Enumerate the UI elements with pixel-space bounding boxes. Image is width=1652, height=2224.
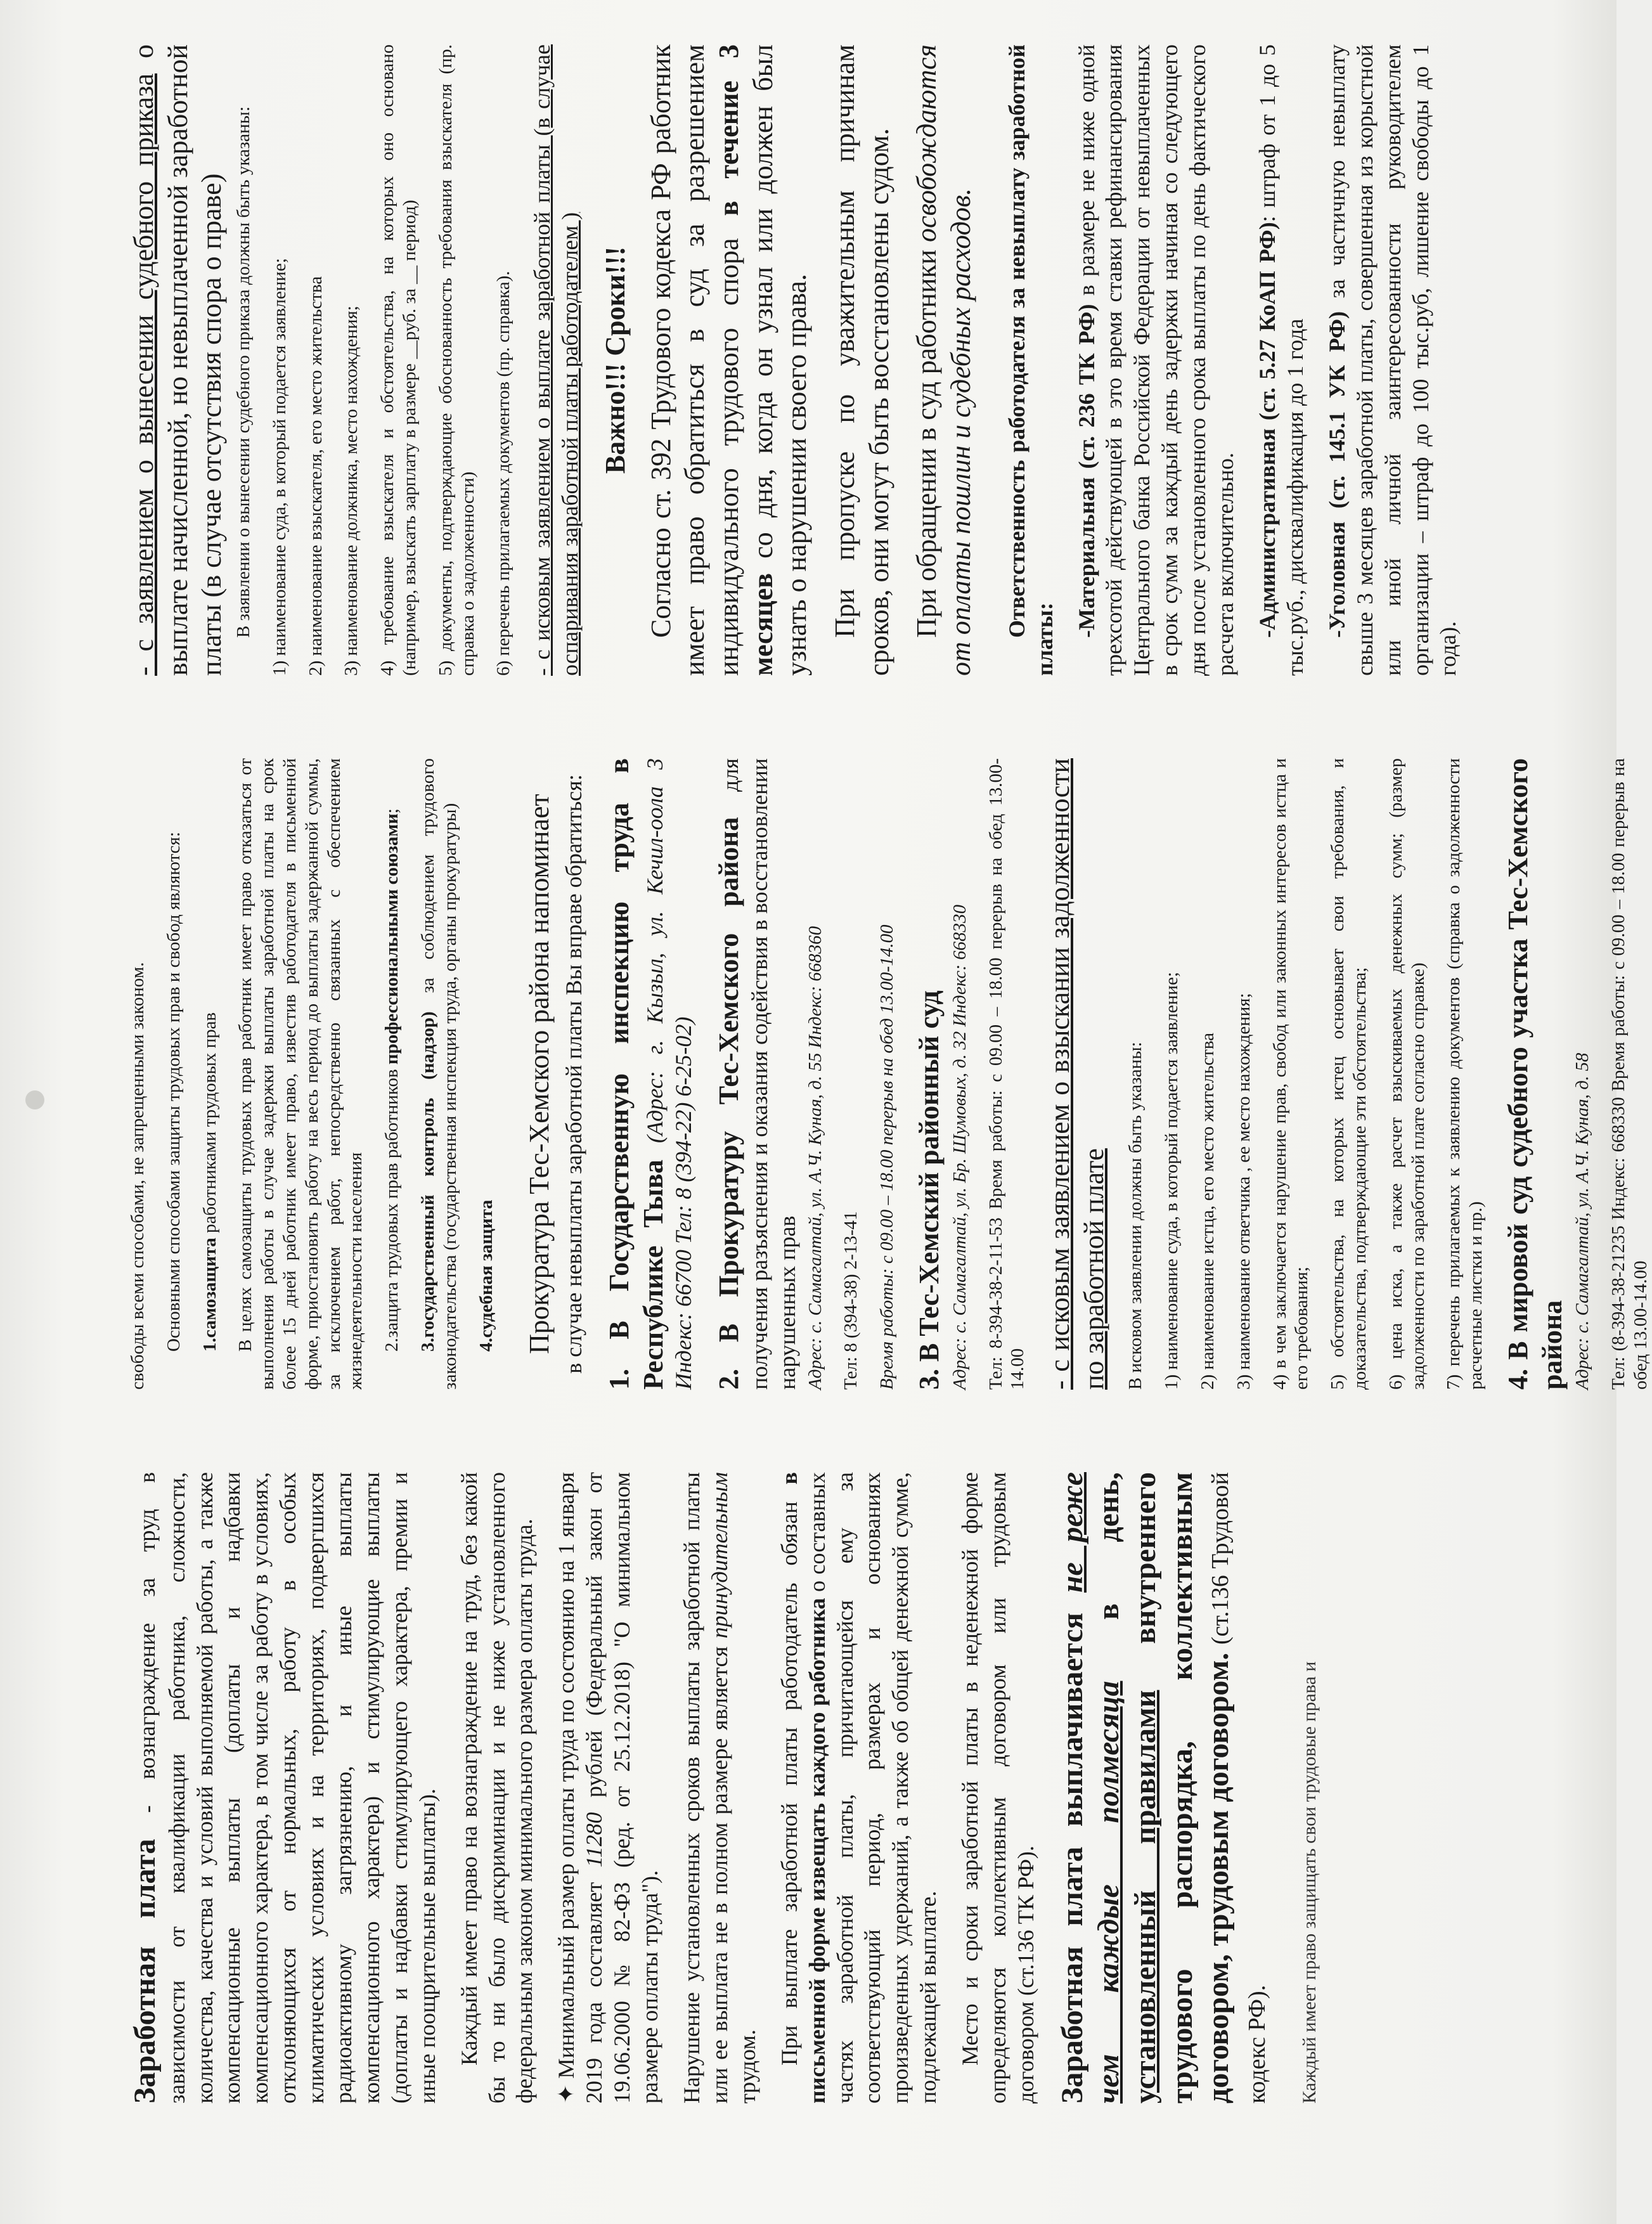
violation-text-2: трудом. bbox=[734, 2029, 760, 2104]
administrative-liability-text: : штраф от 1 до 5 тыс.руб., дисквалификация до 1 года bbox=[1254, 44, 1308, 676]
protection-intro: свободы всеми способами, не запрещенными законом. bbox=[127, 962, 148, 1390]
list-item: 6) перечень прилагаемых документов (пр. справка). bbox=[493, 271, 514, 676]
article-392-deadline: в течение 3 месяцев bbox=[713, 44, 778, 676]
court-order-intro: В заявлении о вынесении судебного приказа должны быть указаны: bbox=[233, 106, 254, 638]
criminal-liability-text: за частичную невыплату свыше 3 месяцев заработной платы, совершенная из корыстной или иной личной заинтересованности руководителем организации – штраф до 100 тыс.руб, лишение свободы до 1 года). bbox=[1324, 44, 1461, 676]
list-item: 3) наименование ответчика , ее место нахождения; bbox=[1233, 993, 1254, 1390]
fee-exemption bbox=[910, 44, 978, 676]
material-liability-title: -Материальная (ст. 236 ТК РФ) bbox=[1073, 304, 1099, 638]
org-3-phone: Тел: 8-394-38-2-11-53 Время работы: с 09.00 – 18.00 перерыв на обед 13.00-14.00 bbox=[985, 758, 1028, 1390]
pay-text-3: внутреннего трудового распорядка, коллективным договором, трудовым договором. bbox=[1128, 1472, 1236, 2104]
pay-text-1: Заработная плата выплачивается bbox=[1055, 1593, 1089, 2104]
way-2-text: 2.защита трудовых прав работников bbox=[382, 1064, 403, 1352]
forced-labour-note bbox=[678, 1472, 762, 2104]
org-1-address: (Адрес: г. Кызыл, ул. Кечил-оола 3 Индекс: 66700 Тел: 8 (394-22) 6-25-02) bbox=[642, 758, 697, 1390]
way-self-defense bbox=[199, 758, 221, 1390]
column-footer: Каждый имеет право защищать свои трудовые права и bbox=[1299, 1661, 1320, 2104]
way-self-defense-text: В целях самозащиты трудовых прав работник имеет право отказаться от выполнения работы в случае задержки выплаты заработной платы на срок более 15 дней работник имеет право, известив работодателя в письменной форме, приостановить работу на весь период до выплаты задержанной суммы, за исключением работ, непосредственно связанных с обеспечением жизнедеятельности населения bbox=[235, 758, 366, 1390]
list-item: 4) требование взыскателя и обстоятельства, на которых оно основано (например, взыскать зарплату в размере __руб. за __ период) bbox=[377, 44, 420, 676]
list-item: 1) наименование суда, в который подается заявление; bbox=[1161, 972, 1182, 1390]
claim-dispute-title: - с исковым заявлением о выплате заработной платы (в случае оспаривания заработной платы работодателем ) bbox=[529, 44, 583, 676]
org-2-name: 2. В Прокуратуру Тес-Хемского района bbox=[713, 817, 745, 1390]
salary-definition bbox=[127, 1472, 442, 2104]
deadline-restoration: При пропуске по уважительным причинам сроков, они могут быть восстановлены судом. bbox=[829, 44, 894, 676]
column-left bbox=[127, 1472, 1566, 2104]
way-2-bold: профессиональными союзами bbox=[382, 813, 403, 1065]
material-liability bbox=[1073, 44, 1240, 676]
deadlines-heading: Важно!!! Сроки!!! bbox=[600, 246, 631, 474]
org-4-address: Адрес: с. Самагалтай, ул. А.Ч. Куная, д. 58 bbox=[1572, 1052, 1593, 1390]
notice-text-2: о составных частях заработной платы, причитающейся ему за соответствующий период, размерах и основаниях произведенных удержаний, а также об общей денежной сумме, подлежащей выплате. bbox=[804, 1472, 941, 2104]
list-item: 1) наименование суда, в который подается заявление; bbox=[269, 258, 290, 676]
notice-text-1: При выплате заработной платы работодатель обязан bbox=[776, 1484, 802, 2066]
org-2-hours: Время работы: с 09.00 – 18.00 перерыв на обед 13.00-14.00 bbox=[877, 924, 898, 1390]
org-2-phone: Тел: 8 (394-38) 2-13-41 bbox=[841, 1211, 861, 1390]
minimum-wage-text-2: рублей (Федеральный закон от 19.06.2000 № 82-ФЗ (ред. от 25.12.2018) "О минимальном размере оплаты труда"). bbox=[581, 1472, 663, 2104]
way-state-control bbox=[417, 758, 461, 1390]
criminal-liability-title: -Уголовная (ст. 145.1 УК РФ) bbox=[1324, 311, 1350, 638]
where-to-apply: в случае невыплаты заработной платы Вы вправе обратиться: bbox=[561, 774, 587, 1374]
way-trade-unions bbox=[381, 758, 403, 1390]
fee-text: При обращении в суд работники bbox=[911, 242, 943, 638]
article-392-text-1: Согласно ст. 392 Трудового кодекса РФ работник имеет право обратиться в суд за разрешением индивидуального трудового спора bbox=[645, 44, 745, 676]
way-judicial: 4.судебная защита bbox=[475, 1199, 496, 1352]
administrative-liability bbox=[1254, 44, 1310, 676]
violation-text-1: Нарушение установленных сроков выплаты заработной платы или ее выплата не в полном размере является bbox=[679, 1472, 732, 2104]
administrative-liability-title: -Административная (ст. 5.27 КоАП РФ) bbox=[1254, 222, 1280, 638]
way-1-subtitle: работниками трудовых прав bbox=[199, 1012, 220, 1238]
article-392 bbox=[644, 44, 814, 676]
org-prosecutor bbox=[712, 758, 801, 1390]
salary-term: Заработная плата bbox=[128, 1839, 162, 2104]
criminal-liability bbox=[1324, 44, 1463, 676]
list-item: 3) наименование должника, место нахождения; bbox=[341, 306, 362, 676]
notice-bold: в письменной форме извещать каждого работника bbox=[776, 1472, 830, 2104]
article-392-text-2: со дня, когда он узнал или должен был узнать о нарушении своего права. bbox=[747, 44, 813, 676]
column-middle bbox=[127, 758, 1651, 1390]
right-to-pay: Каждый имеет право на вознаграждение на труд, без какой бы то ни было дискриминации и не ниже установленного федеральным законом минимального размера оплаты труда. bbox=[456, 1472, 538, 2104]
pay-underlined: установленный правилами bbox=[1128, 1690, 1163, 2104]
list-item: 4) в чем заключается нарушение прав, свобод или законных интересов истца и его требования; bbox=[1269, 758, 1312, 1390]
protection-ways-title: Основными способами защиты трудовых прав и свобод являются: bbox=[163, 832, 184, 1352]
minimum-wage-value: 11280 bbox=[581, 1812, 607, 1868]
org-district-court: 3. В Тес-Хемский районный суд bbox=[913, 990, 945, 1390]
list-item: 5) документы, подтверждающие обоснованность требования взыскателя (пр. справка о задолженности) bbox=[435, 44, 478, 676]
court-order-requirements-list bbox=[269, 44, 515, 676]
org-magistrate-court: 4. В мировой суд судебного участка Тес-Хемского района bbox=[1502, 758, 1568, 1390]
org-4-phone: Тел: (8-394-38-21235 Индекс: 668330 Время работы: с 09.00 – 18.00 перерыв на обед 13.00-14.00 bbox=[1608, 758, 1651, 1390]
list-item: 5) обстоятельства, на которых истец основывает свои требования, и доказательства, подтверждающие эти обстоятельства; bbox=[1327, 758, 1371, 1390]
material-liability-text: в размере не ниже одной трехсотой действующей в это время ставки рефинансирования Центрального банка Российской Федерации от невыплаченных в срок сумм за каждый день задержки начиная со следующего дня после установленного срока выплаты по день фактического расчета включительно. bbox=[1073, 44, 1239, 676]
court-order-claim bbox=[127, 44, 229, 676]
salary-definition-text: - вознаграждение за труд в зависимости от квалификации работника, сложности, количества, качества и условий выполняемой работы, а также компенсационные выплаты (доплаты и надбавки компенсационного характера, в том числе за работу в условиях, отклоняющихся от нормальных, работу в особых климатических условиях и на территориях, подвергшихся радиоактивному загрязнению, и иные выплаты компенсационного характера) и стимулирующие выплаты (доплаты и надбавки стимулирующего характера, премии и иные поощрительные выплаты). bbox=[134, 1472, 440, 2104]
claim-debt-title: - с исковым заявлением о взыскании задолженности по заработной плате bbox=[1044, 758, 1109, 1390]
claim-intro: В исковом заявлении должны быть указаны: bbox=[1125, 1042, 1146, 1390]
list-item: 2) наименование взыскателя, его место жительства bbox=[305, 276, 326, 676]
list-item: 6) цена иска, а также расчет взыскиваемых денежных сумм; (размер задолженности по заработной плате согласно справке) bbox=[1385, 758, 1428, 1390]
way-2-end: ; bbox=[382, 808, 403, 814]
minimum-wage: ✦ Минимальный размер оплаты труда по состоянию на 1 января 2019 года составляет 11280 рублей (Федеральный закон от 19.06.2000 № 82-ФЗ (ред. от 25.12.2018) "О минимальном размере оплаты труда"). bbox=[553, 1472, 663, 2104]
way-3-text: за соблюдением трудового законодательства (государственная инспекция труда, органы прокуратуры) bbox=[417, 758, 460, 1390]
responsibility-title: Ответственность работодателя за невыплату заработной платы: bbox=[1003, 44, 1057, 676]
pay-text-2: в день, bbox=[1092, 1472, 1126, 1681]
fee-emphasis: освобождаются от оплаты пошлин и судебных расходов. bbox=[911, 44, 977, 676]
minimum-wage-text-1: Минимальный размер оплаты труда по состоянию на 1 января 2019 года составляет bbox=[553, 1472, 607, 2104]
column-right bbox=[127, 44, 1566, 676]
payment-frequency bbox=[1054, 1472, 1274, 2104]
claim-requirements-list bbox=[1161, 758, 1487, 1390]
org-labor-inspection bbox=[602, 758, 698, 1390]
pay-frequency-emphasis: не реже чем каждые полмесяца bbox=[1055, 1472, 1126, 2104]
way-3-title: 3.государственный контроль (надзор) bbox=[417, 1011, 438, 1352]
pay-reference: (ст.136 Трудовой кодекс РФ). bbox=[1207, 1472, 1270, 2104]
prosecutor-reminder: Прокуратура Тес-Хемского района напоминает bbox=[524, 794, 555, 1354]
court-order-title: - с заявлением о вынесении судебного приказа bbox=[128, 73, 159, 676]
list-item: 7) перечень прилагаемых к заявлению документов (справка о задолженности расчетные листки и пр.) bbox=[1443, 758, 1487, 1390]
non-cash-pay-note: Место и сроки заработной платы в неденежной форме определяются коллективным договором или трудовым договором (ст.136 ТК РФ). bbox=[957, 1472, 1038, 2104]
court-order-text: о выплате начисленной, но невыплаченной заработной платы (в случае отсутствия спора о праве) bbox=[128, 44, 228, 676]
org-3-address: Адрес: с. Самагалтай, ул. Бр. Шумовых, д. 32 Индекс: 668330 bbox=[949, 904, 970, 1390]
org-2-purpose: для получения разъяснения и оказания содействия в восстановлении нарушенных прав bbox=[718, 758, 800, 1390]
violation-emphasis: принудительным bbox=[706, 1472, 732, 1639]
written-notice bbox=[776, 1472, 943, 2104]
way-1-title: 1.самозащита bbox=[199, 1238, 220, 1352]
org-1-name: 1. В Государственную инспекцию труда в Республике Тыва bbox=[603, 758, 669, 1390]
org-2-address: Адрес: с. Самагалтай, ул. А.Ч. Куная, д. 55 Индекс: 668360 bbox=[804, 926, 825, 1390]
list-item: 2) наименование истца, его место жительства bbox=[1197, 1032, 1218, 1390]
